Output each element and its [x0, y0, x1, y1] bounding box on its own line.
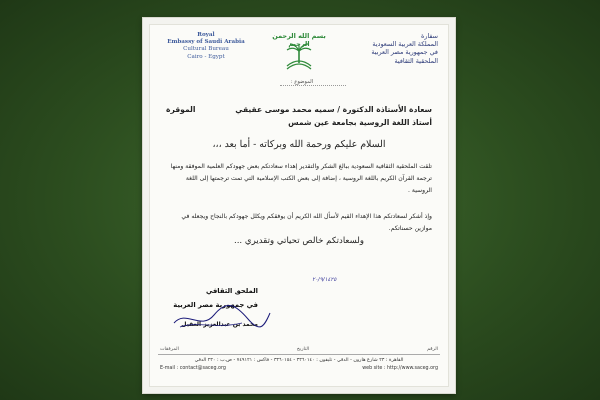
closing-line: ولسعادتكم خالص تحياتي وتقديري ...: [233, 236, 365, 246]
body-paragraph-2: وإذ أشكر لسعادتكم هذا الإهداء القيم لأسأل الله الكريم أن يوفقكم ويكلل جهودكم بالنجاح ويجعله في موازين حسناتكم.: [181, 213, 432, 232]
greeting: السلام عليكم ورحمة الله وبركاته - أما بعد ،،،: [212, 139, 386, 150]
signature-scribble-icon: [166, 301, 276, 335]
recipient-line-2: أستاذ اللغة الروسية بجامعة عين شمس: [288, 118, 432, 127]
footer-address: القاهرة : ٢٣ شارع هارون - الدقي - تليفون : ٣٣٦٠١٤٠ - ٣٣٦٠١٥٤ - فاكس : ٧٤٩١٢١ - ص.ب : ٢٣٠ الدقي: [194, 358, 404, 363]
signatory-name: محمد بن عبدالعزيز العقيل: [181, 321, 258, 328]
footer-attachments-label: المرفقات: [160, 347, 179, 352]
letterhead-en-line: Royal: [197, 32, 215, 38]
basmala-calligraphy: بسم الله الرحمن الرحيم: [272, 32, 326, 48]
footer-date-label: التاريخ: [296, 347, 310, 352]
letterhead-arabic: [342, 32, 438, 65]
letterhead-en-line: Embassy of Saudi Arabia: [167, 39, 245, 46]
recipient-name: سعادة الأستاذة الدكتورة / سميه محمد موسى عقيقي: [235, 105, 432, 114]
letterhead-en-line: Cultural Bureau: [183, 46, 229, 53]
subject-label: الموضوع :: [290, 79, 314, 85]
footer-number-label: الرقم: [427, 347, 438, 352]
footer-divider: [158, 354, 440, 355]
footer-meta-row: [160, 347, 438, 352]
letterhead-english: [162, 32, 250, 61]
subject-underline: [280, 85, 346, 86]
handwritten-date: ٢٠/٩/١٤٢٥: [312, 277, 337, 283]
signatory-title: الملحق الثقافي: [205, 287, 258, 295]
document-frame: [143, 18, 455, 393]
letterhead-en-line: Cairo - Egypt: [187, 53, 225, 60]
recipient-line-1: [166, 105, 432, 114]
footer-contact-row: [160, 366, 438, 371]
signatory-country: في جمهورية مصر العربية: [173, 301, 258, 309]
body-paragraph-1: تلقت الملحقية الثقافية السعودية ببالغ الشكر والتقدير إهداء سعادتكم بعض جهودكم العلمية الموفقة ومنها ترجمة القرآن الكريم باللغة الروسية ، إضافة إلى بعض الكتب الإسلامية التي تمت ترجمتها إلى اللغة الروسية .: [170, 163, 432, 194]
letterhead-ar-line: في جمهورية مصر العربية: [371, 48, 438, 57]
footer-website: web site : http://www.saceg.org: [362, 366, 438, 371]
footer-email: E-mail : contact@saceg.org: [160, 366, 226, 371]
letterhead-ar-line: الملحقية الثقافية: [394, 56, 438, 65]
letter-paper: [149, 24, 449, 387]
palm-swords-emblem-icon: [280, 29, 318, 75]
letterhead-ar-line: سفارة: [421, 32, 438, 40]
recipient-honorific: الموقرة: [166, 105, 196, 114]
letterhead-ar-line: المملكة العربية السعودية: [372, 40, 438, 49]
